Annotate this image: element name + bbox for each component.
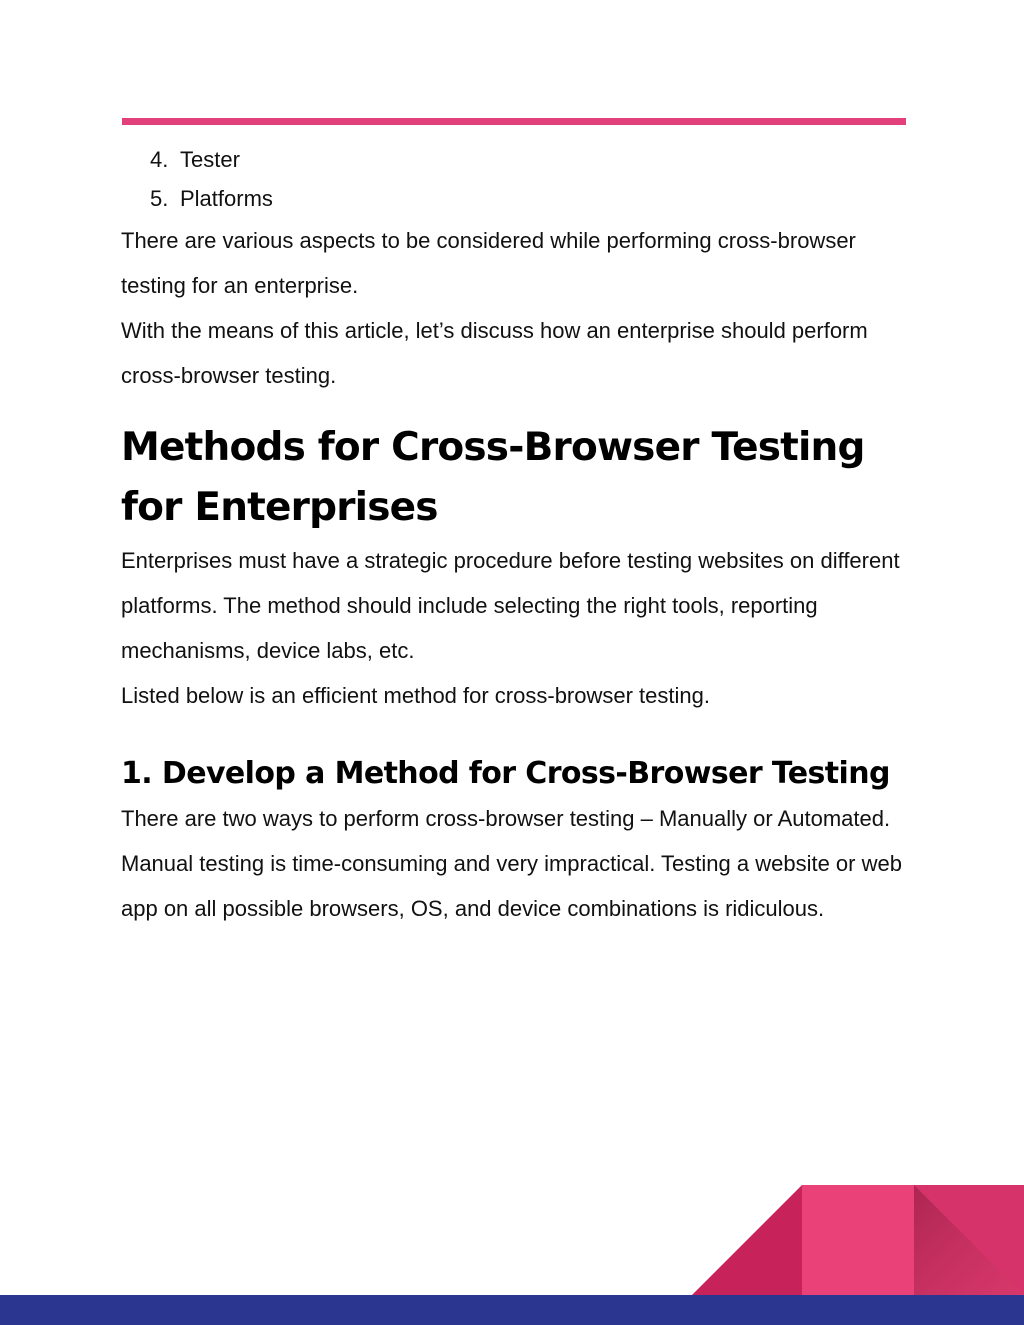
- intro-paragraph: There are various aspects to be considered while performing cross-browser testing for an enterprise.: [121, 228, 856, 298]
- corner-triangle-dark: [692, 1185, 802, 1295]
- numbered-list: [121, 140, 911, 218]
- list-item: [121, 179, 911, 218]
- subsection-paragraph: Manual testing is time-consuming and very impractical. Testing a website or web app on all possible browsers, OS, and device combinations is ridiculous.: [121, 851, 902, 921]
- subsection-heading: 1. Develop a Method for Cross-Browser Testing: [121, 756, 890, 791]
- section-heading: Methods for Cross-Browser Testing for Enterprises: [121, 425, 865, 530]
- subsection-paragraph: There are two ways to perform cross-browser testing – Manually or Automated.: [121, 806, 891, 831]
- page-content: [121, 140, 911, 931]
- intro-paragraph: With the means of this article, let’s discuss how an enterprise should perform cross-browser testing.: [121, 318, 868, 388]
- list-item-number: 5.: [150, 186, 169, 211]
- list-item-text: Tester: [180, 147, 240, 172]
- section-paragraph: Enterprises must have a strategic procedure before testing websites on different platforms. The method should include selecting the right tools, reporting mechanisms, device labs, etc.: [121, 548, 900, 663]
- top-accent-rule: [122, 118, 906, 125]
- footer-bar: [0, 1295, 1024, 1325]
- list-item: [121, 140, 911, 179]
- section-paragraph: Listed below is an efficient method for cross-browser testing.: [121, 683, 710, 708]
- corner-block-light: [802, 1185, 914, 1295]
- list-item-text: Platforms: [180, 186, 273, 211]
- list-item-number: 4.: [150, 147, 169, 172]
